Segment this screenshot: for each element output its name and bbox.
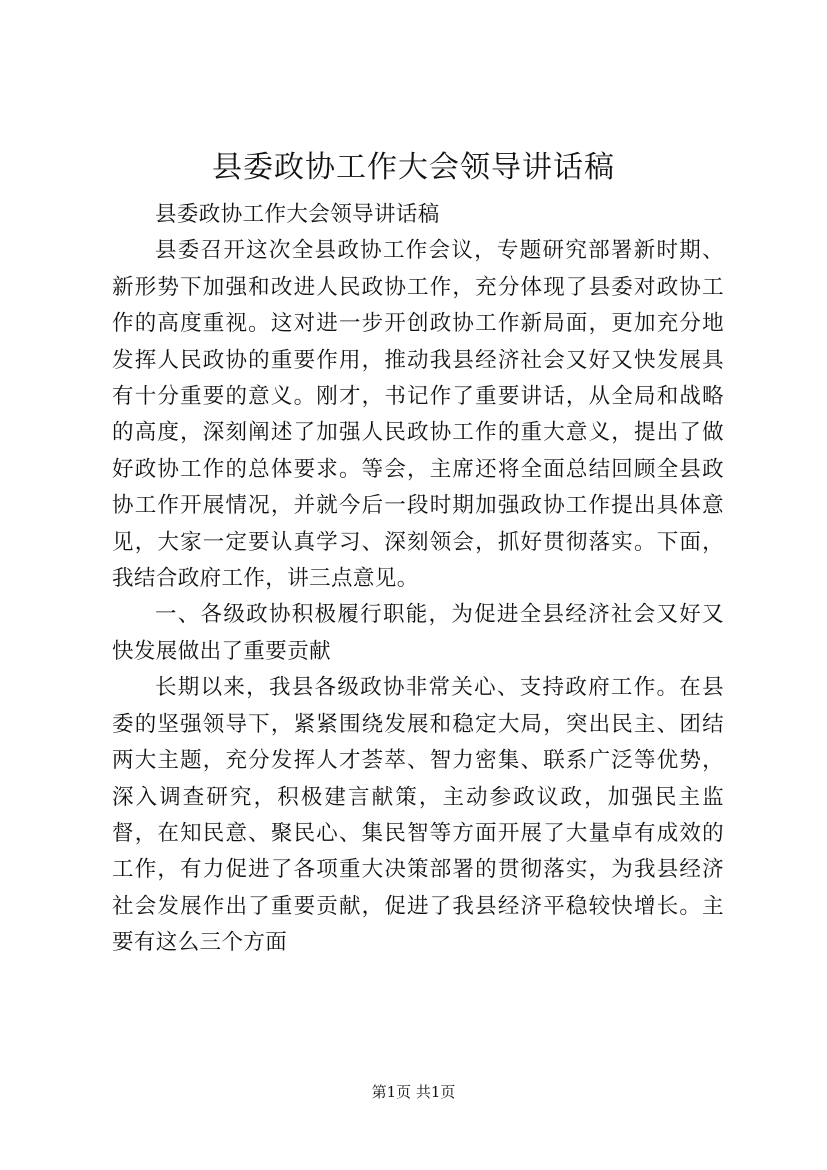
document-body [112,197,724,962]
paragraph-intro: 县委召开这次全县政协工作会议，专题研究部署新时期、新形势下加强和改进人民政协工作，充分体现了县委对政协工作的高度重视。这对进一步开创政协工作新局面，更加充分地发挥人民政协的重要作用，推动我县经济社会又好又快发展具有十分重要的意义。刚才，书记作了重要讲话，从全局和战略的高度，深刻阐述了加强人民政协工作的重大意义，提出了做好政协工作的总体要求。等会，主席还将全面总结回顾全县政协工作开展情况，并就今后一段时期加强政协工作提出具体意见，大家一定要认真学习、深刻领会，抓好贯彻落实。下面，我结合政府工作，讲三点意见。 [112,238,724,592]
paragraph-body: 长期以来，我县各级政协非常关心、支持政府工作。在县委的坚强领导下，紧紧围绕发展和稳定大局，突出民主、团结两大主题，充分发挥人才荟萃、智力密集、联系广泛等优势，深入调查研究，积极建言献策，主动参政议政，加强民主监督，在知民意、聚民心、集民智等方面开展了大量卓有成效的工作，有力促进了各项重大决策部署的贯彻落实，为我县经济社会发展作出了重要贡献，促进了我县经济平稳较快增长。主要有这么三个方面 [112,675,724,956]
paragraph-section-heading: 一、各级政协积极履行职能，为促进全县经济社会又好又快发展做出了重要贡献 [112,602,724,664]
paragraph-subtitle: 县委政协工作大会领导讲话稿 [155,202,440,227]
page-footer: 第1页 共1页 [371,1083,456,1101]
document-title: 县委政协工作大会领导讲话稿 [212,150,615,185]
